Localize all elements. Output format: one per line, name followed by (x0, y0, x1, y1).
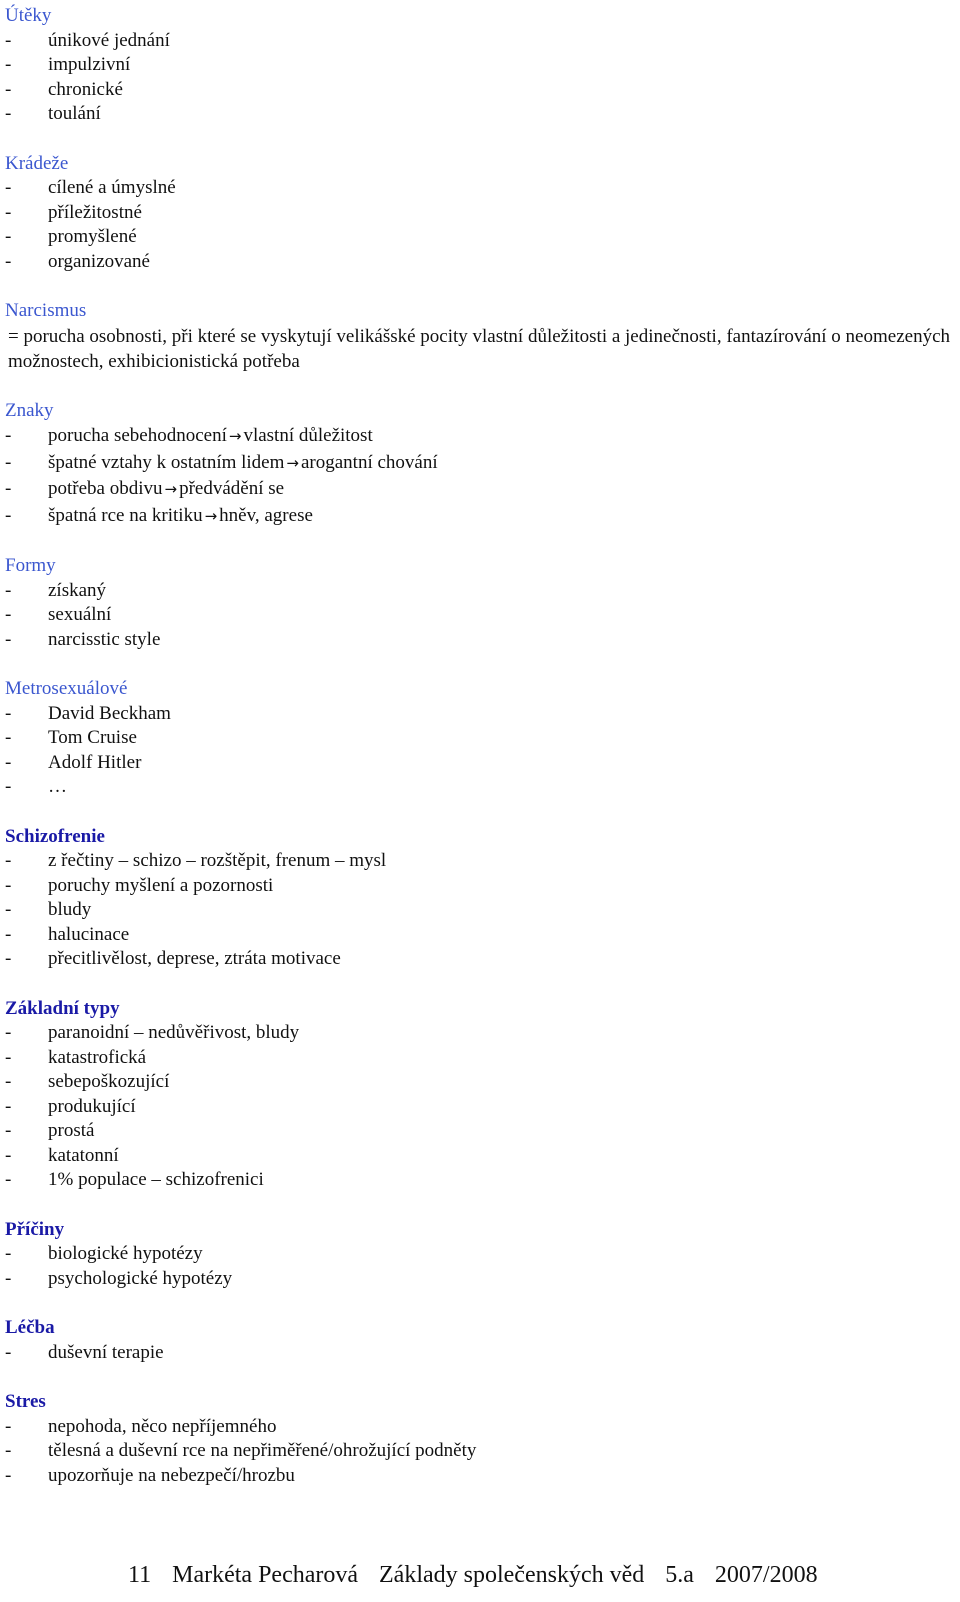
section-heading: Metrosexuálové (5, 678, 128, 699)
document-body (5, 4, 955, 1513)
list-dash: - (5, 923, 12, 945)
list-item-text: tělesná a duševní rce na nepřiměřené/ohrožující podněty (48, 1440, 477, 1461)
arrow-right-icon: → (286, 453, 299, 472)
list-dash: - (5, 478, 12, 499)
list-dash: - (5, 250, 12, 272)
list-item (5, 423, 955, 450)
list-dash: - (5, 1095, 12, 1117)
section-priciny (5, 1218, 955, 1292)
list-item-cause: porucha sebehodnocení (48, 425, 227, 446)
page-number: 11 (128, 1562, 152, 1588)
section-heading: Narcismus (5, 300, 87, 321)
section-heading: Znaky (5, 399, 54, 421)
arrow-right-icon: → (228, 427, 242, 445)
list-item-text: z řečtiny – schizo – rozštěpit, frenum – mysl (48, 850, 387, 871)
list-dash: - (5, 1169, 12, 1190)
definition-paragraph: = porucha osobnosti, při které se vyskytují velikášské pocity vlastní důležitosti a jedinečnosti, fantazírování o neomezených možnostech, exhibicionistická potřeba (8, 325, 951, 372)
section-narcismus (5, 299, 955, 374)
section-heading: Léčba (5, 1317, 55, 1338)
list-item (5, 503, 955, 530)
footer-year: 2007/2008 (714, 1562, 818, 1588)
list-item-text: získaný (48, 579, 107, 601)
list-dash: - (5, 579, 12, 601)
list-item-text: sebepoškozující (48, 1071, 170, 1092)
footer-class: 5.a (665, 1562, 694, 1588)
list-item-text: impulzivní (48, 54, 131, 75)
section-heading: Krádeže (5, 152, 69, 174)
list-item-text: … (48, 776, 67, 797)
list-item (5, 450, 955, 477)
list-item-text: psychologické hypotézy (48, 1267, 233, 1289)
section-heading: Schizofrenie (5, 825, 105, 847)
list-item (5, 726, 955, 751)
list-dash: - (5, 1464, 12, 1486)
list-item (5, 1095, 955, 1120)
list-item-text: chronické (48, 78, 123, 100)
list-dash: - (5, 201, 12, 223)
list-item (5, 923, 955, 948)
list-item-effect: arogantní chování (300, 451, 438, 473)
list-item (5, 1464, 955, 1489)
list-dash: - (5, 1022, 12, 1043)
list-item (5, 1144, 955, 1169)
section-kradeze (5, 152, 955, 275)
list-item-text: příležitostné (48, 201, 142, 223)
list-dash: - (5, 604, 12, 625)
section-metrosexualove (5, 677, 955, 800)
list-item-effect: vlastní důležitost (243, 425, 373, 446)
list-item-text: katastrofická (48, 1046, 147, 1068)
list-dash: - (5, 751, 12, 773)
list-item (5, 102, 955, 127)
list-item (5, 628, 955, 653)
footer-author: Markéta Pecharová (172, 1562, 359, 1588)
list-item-text: poruchy myšlení a pozornosti (48, 874, 274, 896)
list-item (5, 78, 955, 103)
list-dash: - (5, 776, 12, 797)
list-item (5, 225, 955, 250)
list-item-text: přecitlivělost, deprese, ztráta motivace (48, 948, 341, 969)
section-heading: Základní typy (5, 997, 120, 1019)
list-item-text: duševní terapie (48, 1341, 164, 1363)
list-dash: - (5, 899, 12, 920)
section-utek (5, 4, 955, 127)
list-item-effect: hněv, agrese (219, 504, 313, 526)
list-item-text: David Beckham (48, 702, 171, 724)
list-item-text: promyšlené (48, 226, 137, 247)
list-dash: - (5, 874, 12, 896)
list-item (5, 53, 955, 78)
list-item-text: organizované (48, 250, 150, 272)
list-dash: - (5, 1440, 12, 1461)
section-schizofrenie (5, 825, 955, 972)
section-heading: Příčiny (5, 1218, 65, 1240)
list-item-text: nepohoda, něco nepříjemného (48, 1415, 277, 1437)
list-item (5, 1046, 955, 1071)
section-heading: Útěky (5, 5, 52, 26)
list-item (5, 579, 955, 604)
section-znaky (5, 399, 955, 530)
list-item-cause: potřeba obdivu (48, 478, 163, 499)
list-item-text: únikové jednání (48, 29, 170, 51)
list-dash: - (5, 628, 12, 650)
list-item (5, 1415, 955, 1440)
section-formy (5, 554, 955, 652)
list-item (5, 898, 955, 923)
list-dash: - (5, 1046, 12, 1068)
list-item (5, 1439, 955, 1464)
list-item-text: narcisstic style (48, 628, 161, 650)
list-item (5, 1267, 955, 1292)
list-item-text: katatonní (48, 1144, 119, 1166)
list-item (5, 1341, 955, 1366)
list-dash: - (5, 1144, 12, 1166)
list-item (5, 751, 955, 776)
list-dash: - (5, 177, 12, 198)
page-footer (128, 1562, 833, 1589)
list-dash: - (5, 504, 12, 526)
section-lecba (5, 1316, 955, 1365)
list-dash: - (5, 29, 12, 51)
list-item-text: halucinace (48, 923, 130, 945)
list-dash: - (5, 451, 12, 473)
list-item (5, 201, 955, 226)
section-zakladni-typy (5, 997, 955, 1193)
list-item (5, 1168, 955, 1193)
list-item-text: biologické hypotézy (48, 1243, 203, 1264)
list-dash: - (5, 1415, 12, 1437)
list-dash: - (5, 702, 12, 724)
list-item (5, 176, 955, 201)
list-dash: - (5, 1341, 12, 1363)
list-item (5, 1021, 955, 1046)
list-item-text: Tom Cruise (48, 727, 137, 748)
list-dash: - (5, 948, 12, 969)
list-item (5, 874, 955, 899)
list-item-text: bludy (48, 899, 92, 920)
list-item (5, 476, 955, 503)
list-item (5, 947, 955, 972)
list-item (5, 1242, 955, 1267)
list-item-text: paranoidní – nedůvěřivost, bludy (48, 1022, 300, 1043)
list-item (5, 1119, 955, 1144)
section-heading: Stres (5, 1391, 46, 1412)
list-dash: - (5, 103, 12, 124)
list-item (5, 250, 955, 275)
list-item-text: prostá (48, 1120, 95, 1141)
list-item-text: Adolf Hitler (48, 751, 142, 773)
list-item (5, 1070, 955, 1095)
list-item-effect: předvádění se (179, 478, 285, 499)
list-item-cause: špatná rce na kritiku (48, 504, 203, 526)
list-dash: - (5, 425, 12, 446)
list-item (5, 775, 955, 800)
section-stres (5, 1390, 955, 1488)
list-item (5, 849, 955, 874)
list-dash: - (5, 54, 12, 75)
list-dash: - (5, 226, 12, 247)
list-item (5, 29, 955, 54)
list-dash: - (5, 727, 12, 748)
list-dash: - (5, 1071, 12, 1092)
list-dash: - (5, 1243, 12, 1264)
list-dash: - (5, 1120, 12, 1141)
list-dash: - (5, 78, 12, 100)
arrow-right-icon: → (164, 480, 178, 498)
list-item-text: 1% populace – schizofrenici (48, 1169, 264, 1190)
list-item-text: sexuální (48, 604, 112, 625)
list-item-text: cílené a úmyslné (48, 177, 176, 198)
list-dash: - (5, 1267, 12, 1289)
list-dash: - (5, 850, 12, 871)
list-item (5, 702, 955, 727)
list-item-cause: špatné vztahy k ostatním lidem (48, 451, 285, 473)
section-heading: Formy (5, 555, 56, 576)
list-item-text: upozorňuje na nebezpečí/hrozbu (48, 1464, 295, 1486)
arrow-right-icon: → (204, 506, 218, 525)
footer-subject: Základy společenských věd (379, 1562, 645, 1588)
list-item-text: produkující (48, 1095, 136, 1117)
list-item-text: toulání (48, 103, 101, 124)
list-item (5, 603, 955, 628)
